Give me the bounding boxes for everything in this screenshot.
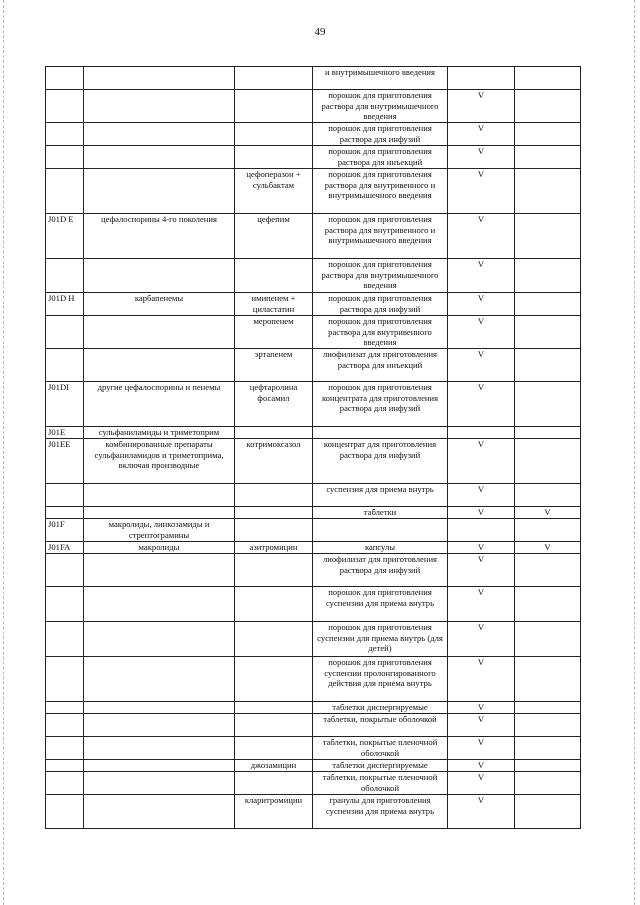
mark-cell-1: V <box>448 737 515 760</box>
table-row <box>46 293 581 316</box>
dosage-form-cell: порошок для приготовления раствора для внутривенного введения <box>313 316 448 349</box>
dosage-form-cell: капсулы <box>313 542 448 554</box>
group-cell <box>84 795 235 829</box>
mark-cell-2 <box>515 795 581 829</box>
group-cell: комбинированные препараты сульфаниламидов и триметоприма, включая производные <box>84 439 235 484</box>
group-cell: цефалоспорины 4-го поколения <box>84 214 235 259</box>
group-cell: макролиды, линкозамиды и стрептограмины <box>84 519 235 542</box>
table-row <box>46 349 581 382</box>
mark-cell-1: V <box>448 214 515 259</box>
mark-cell-1: V <box>448 772 515 795</box>
mark-cell-2 <box>515 772 581 795</box>
dosage-form-cell: порошок для приготовления раствора для инфузий <box>313 123 448 146</box>
mark-cell-1: V <box>448 90 515 123</box>
inn-cell <box>235 90 313 123</box>
dosage-form-cell <box>313 519 448 542</box>
mark-cell-2 <box>515 146 581 169</box>
inn-cell: цефтаролина фосамил <box>235 382 313 427</box>
page-number: 49 <box>314 26 326 38</box>
atc-code-cell <box>46 702 84 714</box>
scan-edge-right <box>634 0 635 905</box>
dosage-form-cell: порошок для приготовления концентрата для приготовления раствора для инфузий <box>313 382 448 427</box>
mark-cell-2 <box>515 90 581 123</box>
table-row <box>46 737 581 760</box>
inn-cell <box>235 702 313 714</box>
table-body <box>46 67 581 829</box>
atc-code-cell <box>46 622 84 657</box>
table-row <box>46 507 581 519</box>
mark-cell-1: V <box>448 622 515 657</box>
atc-code-cell <box>46 90 84 123</box>
group-cell <box>84 714 235 737</box>
table-row <box>46 772 581 795</box>
mark-cell-1: V <box>448 316 515 349</box>
group-cell <box>84 259 235 293</box>
mark-cell-2 <box>515 714 581 737</box>
atc-code-cell <box>46 554 84 587</box>
inn-cell <box>235 507 313 519</box>
mark-cell-1: V <box>448 146 515 169</box>
atc-code-cell: J01D H <box>46 293 84 316</box>
dosage-form-cell: суспензия для приема внутрь <box>313 484 448 507</box>
mark-cell-2 <box>515 259 581 293</box>
mark-cell-1: V <box>448 439 515 484</box>
group-cell <box>84 554 235 587</box>
atc-code-cell <box>46 259 84 293</box>
mark-cell-1: V <box>448 293 515 316</box>
group-cell <box>84 146 235 169</box>
inn-cell: цефоперазон + сульбактам <box>235 169 313 214</box>
dosage-form-cell: таблетки <box>313 507 448 519</box>
group-cell: сульфаниламиды и триметоприм <box>84 427 235 439</box>
table-row <box>46 439 581 484</box>
atc-code-cell <box>46 123 84 146</box>
table-row <box>46 146 581 169</box>
table-row <box>46 169 581 214</box>
table-row <box>46 316 581 349</box>
mark-cell-2 <box>515 439 581 484</box>
mark-cell-1: V <box>448 714 515 737</box>
inn-cell: меропенем <box>235 316 313 349</box>
dosage-form-cell: порошок для приготовления суспензии для приема внутрь <box>313 587 448 622</box>
inn-cell <box>235 67 313 90</box>
table-row <box>46 554 581 587</box>
dosage-form-cell: и внутримышечного введения <box>313 67 448 90</box>
atc-code-cell: J01F <box>46 519 84 542</box>
atc-code-cell <box>46 484 84 507</box>
group-cell <box>84 772 235 795</box>
mark-cell-2 <box>515 587 581 622</box>
group-cell <box>84 349 235 382</box>
group-cell <box>84 484 235 507</box>
mark-cell-2 <box>515 169 581 214</box>
dosage-form-cell: порошок для приготовления раствора для внутримышечного введения <box>313 259 448 293</box>
inn-cell <box>235 554 313 587</box>
mark-cell-1 <box>448 67 515 90</box>
atc-code-cell: J01DI <box>46 382 84 427</box>
mark-cell-1: V <box>448 507 515 519</box>
atc-code-cell <box>46 507 84 519</box>
inn-cell <box>235 484 313 507</box>
mark-cell-1: V <box>448 587 515 622</box>
group-cell <box>84 123 235 146</box>
inn-cell: азитромицин <box>235 542 313 554</box>
table-row <box>46 90 581 123</box>
group-cell: другие цефалоспорины и пенемы <box>84 382 235 427</box>
dosage-form-cell: порошок для приготовления суспензии пролонгированного действия для приема внутрь <box>313 657 448 702</box>
dosage-form-cell: лиофилизат для приготовления раствора для инфузий <box>313 554 448 587</box>
mark-cell-1: V <box>448 349 515 382</box>
inn-cell: джозамицин <box>235 760 313 772</box>
mark-cell-1: V <box>448 657 515 702</box>
table-row <box>46 382 581 427</box>
mark-cell-2: V <box>515 507 581 519</box>
mark-cell-1: V <box>448 169 515 214</box>
mark-cell-2 <box>515 737 581 760</box>
group-cell <box>84 169 235 214</box>
mark-cell-2: V <box>515 542 581 554</box>
inn-cell <box>235 622 313 657</box>
table-row <box>46 427 581 439</box>
mark-cell-2 <box>515 484 581 507</box>
mark-cell-2 <box>515 123 581 146</box>
inn-cell <box>235 146 313 169</box>
dosage-form-cell <box>313 427 448 439</box>
atc-code-cell <box>46 67 84 90</box>
dosage-form-cell: гранулы для приготовления суспензии для приема внутрь <box>313 795 448 829</box>
atc-code-cell <box>46 657 84 702</box>
inn-cell <box>235 657 313 702</box>
table-row <box>46 484 581 507</box>
table-row <box>46 519 581 542</box>
table-row <box>46 714 581 737</box>
dosage-form-cell: таблетки, покрытые пленочной оболочкой <box>313 737 448 760</box>
dosage-form-cell: концентрат для приготовления раствора для инфузий <box>313 439 448 484</box>
table-row <box>46 259 581 293</box>
mark-cell-2 <box>515 702 581 714</box>
atc-code-cell <box>46 772 84 795</box>
mark-cell-1: V <box>448 702 515 714</box>
inn-cell <box>235 123 313 146</box>
group-cell <box>84 737 235 760</box>
inn-cell <box>235 259 313 293</box>
dosage-form-cell: порошок для приготовления раствора для инъекций <box>313 146 448 169</box>
atc-code-cell: J01EE <box>46 439 84 484</box>
dosage-form-cell: лиофилизат для приготовления раствора для инъекций <box>313 349 448 382</box>
inn-cell: кларитромицин <box>235 795 313 829</box>
atc-code-cell <box>46 349 84 382</box>
atc-code-cell <box>46 737 84 760</box>
mark-cell-2 <box>515 382 581 427</box>
table-row <box>46 214 581 259</box>
mark-cell-1: V <box>448 382 515 427</box>
group-cell: макролиды <box>84 542 235 554</box>
table-row <box>46 657 581 702</box>
group-cell <box>84 622 235 657</box>
inn-cell: эртапенем <box>235 349 313 382</box>
mark-cell-2 <box>515 554 581 587</box>
group-cell <box>84 587 235 622</box>
dosage-form-cell: таблетки, покрытые пленочной оболочкой <box>313 772 448 795</box>
dosage-form-cell: порошок для приготовления раствора для внутривенного и внутримышечного введения <box>313 169 448 214</box>
inn-cell <box>235 714 313 737</box>
inn-cell <box>235 587 313 622</box>
atc-code-cell <box>46 316 84 349</box>
mark-cell-1: V <box>448 123 515 146</box>
inn-cell: имипенем + циластатин <box>235 293 313 316</box>
mark-cell-2 <box>515 293 581 316</box>
atc-code-cell <box>46 714 84 737</box>
mark-cell-1: V <box>448 542 515 554</box>
table-row <box>46 795 581 829</box>
dosage-form-cell: порошок для приготовления раствора для инфузий <box>313 293 448 316</box>
mark-cell-2 <box>515 427 581 439</box>
mark-cell-1: V <box>448 259 515 293</box>
mark-cell-1: V <box>448 484 515 507</box>
dosage-form-cell: таблетки диспергируемые <box>313 760 448 772</box>
mark-cell-1 <box>448 427 515 439</box>
mark-cell-2 <box>515 760 581 772</box>
dosage-form-cell: таблетки, покрытые оболочкой <box>313 714 448 737</box>
inn-cell: котримоксазол <box>235 439 313 484</box>
mark-cell-2 <box>515 316 581 349</box>
table-row <box>46 542 581 554</box>
dosage-form-cell: порошок для приготовления суспензии для приема внутрь (для детей) <box>313 622 448 657</box>
mark-cell-2 <box>515 622 581 657</box>
group-cell <box>84 507 235 519</box>
group-cell <box>84 316 235 349</box>
inn-cell <box>235 772 313 795</box>
group-cell <box>84 702 235 714</box>
mark-cell-1: V <box>448 795 515 829</box>
mark-cell-1: V <box>448 760 515 772</box>
table-row <box>46 67 581 90</box>
inn-cell <box>235 519 313 542</box>
atc-code-cell: J01D E <box>46 214 84 259</box>
table-row <box>46 760 581 772</box>
atc-code-cell <box>46 587 84 622</box>
group-cell: карбапенемы <box>84 293 235 316</box>
dosage-form-cell: таблетки диспергируемые <box>313 702 448 714</box>
table-row <box>46 587 581 622</box>
group-cell <box>84 67 235 90</box>
scan-edge-left <box>3 0 4 905</box>
atc-code-cell <box>46 169 84 214</box>
group-cell <box>84 760 235 772</box>
atc-code-cell: J01FA <box>46 542 84 554</box>
group-cell <box>84 657 235 702</box>
table-row <box>46 702 581 714</box>
dosage-form-cell: порошок для приготовления раствора для внутривенного и внутримышечного введения <box>313 214 448 259</box>
mark-cell-1: V <box>448 554 515 587</box>
table-row <box>46 622 581 657</box>
inn-cell <box>235 737 313 760</box>
atc-code-cell <box>46 760 84 772</box>
mark-cell-2 <box>515 657 581 702</box>
mark-cell-2 <box>515 214 581 259</box>
atc-code-cell: J01E <box>46 427 84 439</box>
drug-table <box>45 66 581 829</box>
dosage-form-cell: порошок для приготовления раствора для внутримышечного введения <box>313 90 448 123</box>
mark-cell-2 <box>515 519 581 542</box>
atc-code-cell <box>46 795 84 829</box>
atc-code-cell <box>46 146 84 169</box>
mark-cell-2 <box>515 349 581 382</box>
group-cell <box>84 90 235 123</box>
table-row <box>46 123 581 146</box>
inn-cell <box>235 427 313 439</box>
mark-cell-2 <box>515 67 581 90</box>
mark-cell-1 <box>448 519 515 542</box>
inn-cell: цефепим <box>235 214 313 259</box>
